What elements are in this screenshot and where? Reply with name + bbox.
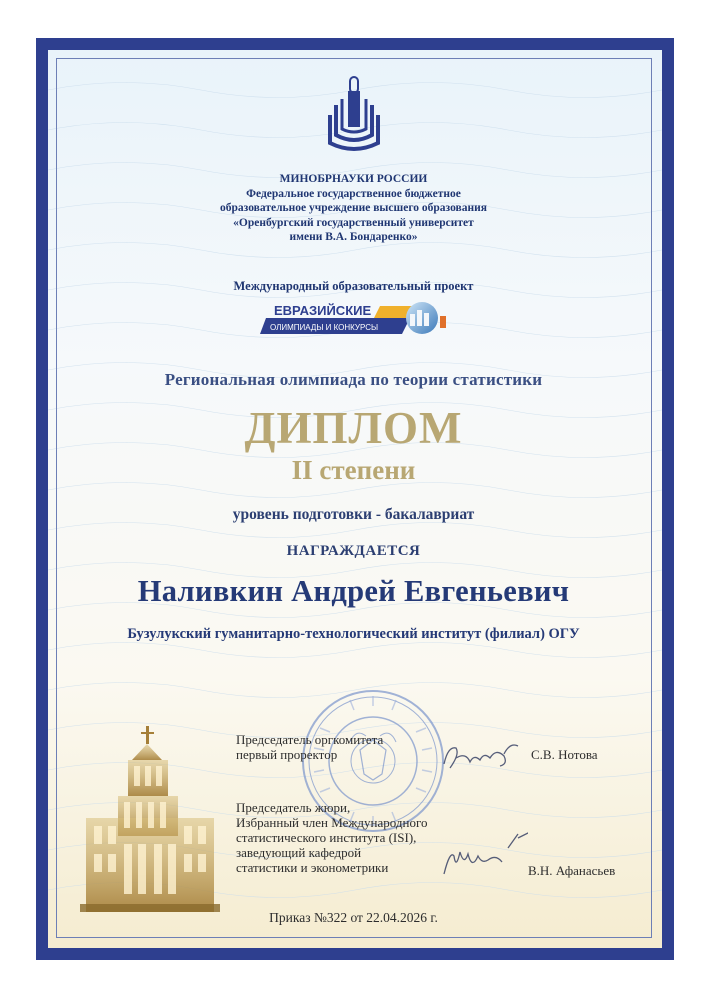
signatory2-name: В.Н. Афанасьев: [528, 863, 616, 878]
signatory1-title-line2: первый проректор: [236, 747, 338, 762]
org-line-4: «Оренбургский государственный университет: [233, 216, 474, 229]
signatory1-name: С.В. Нотова: [531, 747, 598, 762]
org-line-3: образовательное учреждение высшего образования: [220, 202, 487, 214]
university-logo: [326, 75, 382, 157]
org-line-2: Федеральное государственное бюджетное: [246, 187, 461, 200]
olympiad-name: Региональная олимпиада по теории статистики: [164, 370, 543, 389]
diploma-title: ДИПЛОМ: [244, 403, 463, 453]
recipient-institution: Бузулукский гуманитарно-технологический институт (филиал) ОГУ: [127, 626, 580, 642]
organization-block: [0, 172, 707, 245]
signatory2-title-line5: статистики и эконометрики: [236, 860, 389, 875]
signature-1: [438, 734, 524, 778]
project-title: Международный образовательный проект: [233, 279, 474, 293]
eurasian-logo-subtitle: ОЛИМПИАДЫ И КОНКУРСЫ: [270, 323, 379, 332]
signature-2: [438, 830, 528, 886]
signatory1-title: [236, 732, 383, 762]
signatory2-title-line4: заведующий кафедрой: [236, 845, 362, 860]
org-line-5: имени В.А. Бондаренко»: [289, 231, 418, 243]
org-line-1: МИНОБРНАУКИ РОССИИ: [279, 173, 428, 185]
eurasian-logo-title: ЕВРАЗИЙСКИЕ: [274, 303, 372, 318]
eurasian-olympiads-logo: [260, 300, 446, 336]
signatory2-title-line3: статистического института (ISI),: [236, 830, 417, 845]
diploma-degree: II степени: [291, 455, 416, 485]
signatory2-title-line1: Председатель жюри,: [236, 800, 351, 815]
recipient-name: Наливкин Андрей Евгеньевич: [137, 574, 570, 608]
education-level: уровень подготовки - бакалавриат: [232, 506, 475, 523]
signatory2-title-line2: Избранный член Международного: [236, 815, 428, 830]
signatory1-title-line1: Председатель оргкомитета: [236, 732, 384, 747]
university-building-illustration: [80, 726, 220, 912]
order-reference: Приказ №322 от 22.04.2026 г.: [269, 910, 438, 925]
signatory2-title: [236, 800, 427, 875]
awarded-label: НАГРАЖДАЕТСЯ: [286, 543, 421, 559]
